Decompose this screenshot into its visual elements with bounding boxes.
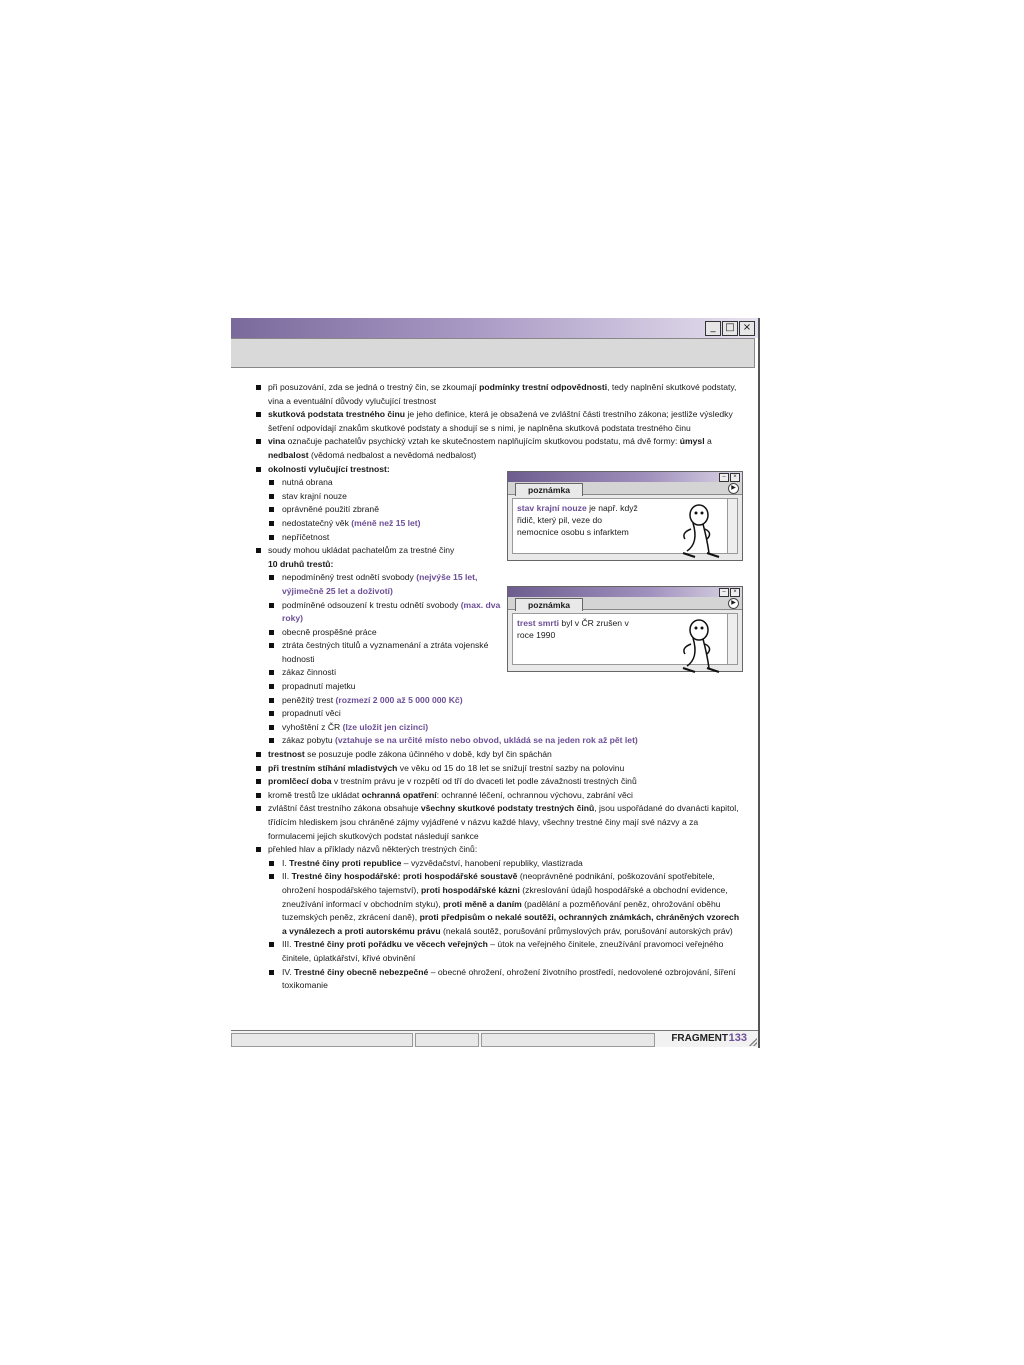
list-item: I. Trestné činy proti republice – vyzvědačství, hanobení republiky, vlastizrada [268, 857, 741, 871]
list-item: propadnutí věci [268, 707, 741, 721]
list-item: kromě trestů lze ukládat ochranná opatření: ochranné léčení, ochrannou výchovu, zabrání věci [231, 789, 741, 803]
list-item: zvláštní část trestního zákona obsahuje všechny skutkové podstaty trestných činů, jsou uspořádané do dvanácti kapitol, třídícím hlediskem jsou chráněné zájmy vyjádřené v názvu každé hlavy, všechny trestné činy mají své názvy a za formulacemi jejich skutkových podstat následují sankce [231, 802, 741, 843]
note-body: stav krajní nouze je např. když řidič, který pil, veze do nemocnice osobu s infarktem [512, 498, 738, 554]
maximize-button[interactable]: □ [722, 321, 738, 336]
document-window [231, 318, 760, 1048]
note-tab[interactable]: poznámka [515, 598, 583, 611]
list-item: stav krajní nouze [268, 490, 498, 504]
header-bar [231, 338, 755, 368]
status-bar [231, 1030, 758, 1047]
sublist-chapters [268, 857, 741, 993]
note-tab[interactable]: poznámka [515, 483, 583, 496]
list-item: trestnost se posuzuje podle zákona účinného v době, kdy byl čin spáchán [231, 748, 741, 762]
list-item: nepříčetnost [268, 531, 498, 545]
list-item: při posuzování, zda se jedná o trestný čin, se zkoumají podmínky trestní odpovědnosti, tedy naplnění skutkové podstaty, vina a eventuální důvody vylučující trestnost [231, 381, 741, 408]
list-item: IV. Trestné činy obecně nebezpečné – obecné ohrožení, ohrožení životního prostředí, nedovolené ozbrojování, šíření toxikomanie [268, 966, 741, 993]
note-close-button[interactable]: × [730, 588, 740, 597]
close-button[interactable]: × [739, 321, 755, 336]
arrow-right-icon[interactable]: ▶ [728, 483, 739, 494]
note-header [508, 597, 742, 610]
list-item: oprávněné použití zbraně [268, 503, 498, 517]
title-bar [231, 318, 758, 338]
list-item: skutková podstata trestného činu je jeho definice, která je obsažená ve zvláštní části trestního zákona; jestliže výsledky šetření odpovídají znakům skutkové podstaty a shodují se s nimi, je naplněna skutková podstata trestného činu [231, 408, 741, 435]
page-number: 133 [728, 1032, 747, 1044]
note-scrollbar[interactable] [727, 614, 737, 664]
list-item: při trestním stíhání mladistvých ve věku od 15 do 18 let se snižují trestní sazby na polovinu [231, 762, 741, 776]
cartoon-man-icon [663, 618, 725, 676]
arrow-right-icon[interactable]: ▶ [728, 598, 739, 609]
list-item: nutná obrana [268, 476, 498, 490]
list-item: promlčecí doba v trestním právu je v rozpětí od tří do dvaceti let podle závažnosti trestných činů [231, 775, 741, 789]
status-segment [481, 1033, 655, 1047]
note-minimize-button[interactable]: – [719, 473, 729, 482]
list-item: soudy mohou ukládat pachatelům za trestné činy 10 druhů trestů: nepodmíněný trest odnětí svobody (nejvýše 15 let, výjimečně 25 let a doživotí) podmíněné odsouzení k trestu odnětí svobody (max. dva roky) obecně prospěšné práce ztráta čestných titulů a vyznamenání a ztráta vojenské hodnosti zákaz činnosti propadnutí majetku peněžitý trest (rozmezí 2 000 až 5 000 000 Kč) propadnutí věci vyhoštění z ČR (lze uložit jen cizinci) zákaz pobytu (vztahuje se na určité místo nebo obvod, ukládá se na jeden rok až pět let) [231, 544, 741, 748]
note-body: trest smrti byl v ČR zrušen v roce 1990 [512, 613, 738, 665]
publisher-logo: FRAGMENT [671, 1033, 728, 1044]
note-scrollbar[interactable] [727, 499, 737, 553]
note-minimize-button[interactable]: – [719, 588, 729, 597]
status-segment [231, 1033, 413, 1047]
note-box-1 [507, 471, 743, 561]
list-item: obecně prospěšné práce [268, 626, 512, 640]
list-item: zákaz pobytu (vztahuje se na určité místo nebo obvod, ukládá se na jeden rok až pět let) [268, 734, 741, 748]
list-item: vina označuje pachatelův psychický vztah ke skutečnostem naplňujícím skutkovou podstatu, má dvě formy: úmysl a nedbalost (vědomá nedbalost a nevědomá nedbalost) [231, 435, 741, 462]
list-item: peněžitý trest (rozmezí 2 000 až 5 000 000 Kč) [268, 694, 741, 708]
resize-grip-icon[interactable] [749, 1038, 757, 1046]
minimize-button[interactable]: _ [705, 321, 721, 336]
list-item: okolnosti vylučující trestnost: nutná obrana stav krajní nouze oprávněné použití zbraně nedostatečný věk (méně než 15 let) nepříčetnost [231, 463, 741, 545]
status-segment [415, 1033, 479, 1047]
note-title-bar [508, 587, 742, 597]
note-title-bar [508, 472, 742, 482]
list-item: přehled hlav a příklady názvů některých trestných činů: I. Trestné činy proti republice – vyzvědačství, hanobení republiky, vlastizrada II. Trestné činy hospodářské: proti hospodářské soustavě (neoprávněné podnikání, poškozování spotřebitele, ohrožení hospodářského tajemství), proti hospodářské kázni (zkreslování údajů hospodářské a obchodní evidence, zneužívání informací v obchodním styku), proti měně a daním (padělání a pozměňování peněz, ohrožování oběhu tuzemských peněz, zkrácení daně), proti předpisům o nekalé soutěži, ochranných známkách, chráněných vzorech a vynálezech a proti autorskému právu (nekalá soutěž, porušování průmyslových práv, porušování autorských práv) III. Trestné činy proti pořádku ve věcech veřejných – útok na veřejného činitele, zneužívání pravomoci veřejného činitele, úplatkářství, křivé obvinění IV. Trestné činy obecně nebezpečné – obecné ohrožení, ohrožení životního prostředí, nedovolené ozbrojování, šíření toxikomanie [231, 843, 741, 993]
list-item: podmíněné odsouzení k trestu odnětí svobody (max. dva roky) [268, 599, 512, 626]
list-item: II. Trestné činy hospodářské: proti hospodářské soustavě (neoprávněné podnikání, poškozování spotřebitele, ohrožení hospodářského tajemství), proti hospodářské kázni (zkreslování údajů hospodářské a obchodní evidence, zneužívání informací v obchodním styku), proti měně a daním (padělání a pozměňování peněz, ohrožování oběhu tuzemských peněz, zkrácení daně), proti předpisům o nekalé soutěži, ochranných známkách, chráněných vzorech a vynálezech a proti autorskému právu (nekalá soutěž, porušování průmyslových práv, porušování autorských práv) [268, 870, 741, 938]
window-controls [705, 321, 755, 336]
list-item: III. Trestné činy proti pořádku ve věcech veřejných – útok na veřejného činitele, zneužívání pravomoci veřejného činitele, úplatkářství, křivé obvinění [268, 938, 741, 965]
note-header [508, 482, 742, 495]
sublist-circumstances [268, 476, 498, 544]
list-item: ztráta čestných titulů a vyznamenání a ztráta vojenské hodnosti [268, 639, 512, 666]
note-box-2 [507, 586, 743, 672]
list-item: zákaz činnosti [268, 666, 512, 680]
list-item: nedostatečný věk (méně než 15 let) [268, 517, 498, 531]
list-item: propadnutí majetku [268, 680, 512, 694]
list-item: nepodmíněný trest odnětí svobody (nejvýše 15 let, výjimečně 25 let a doživotí) [268, 571, 512, 598]
note-close-button[interactable]: × [730, 473, 740, 482]
list-item: vyhoštění z ČR (lze uložit jen cizinci) [268, 721, 741, 735]
cartoon-man-icon [663, 503, 725, 561]
